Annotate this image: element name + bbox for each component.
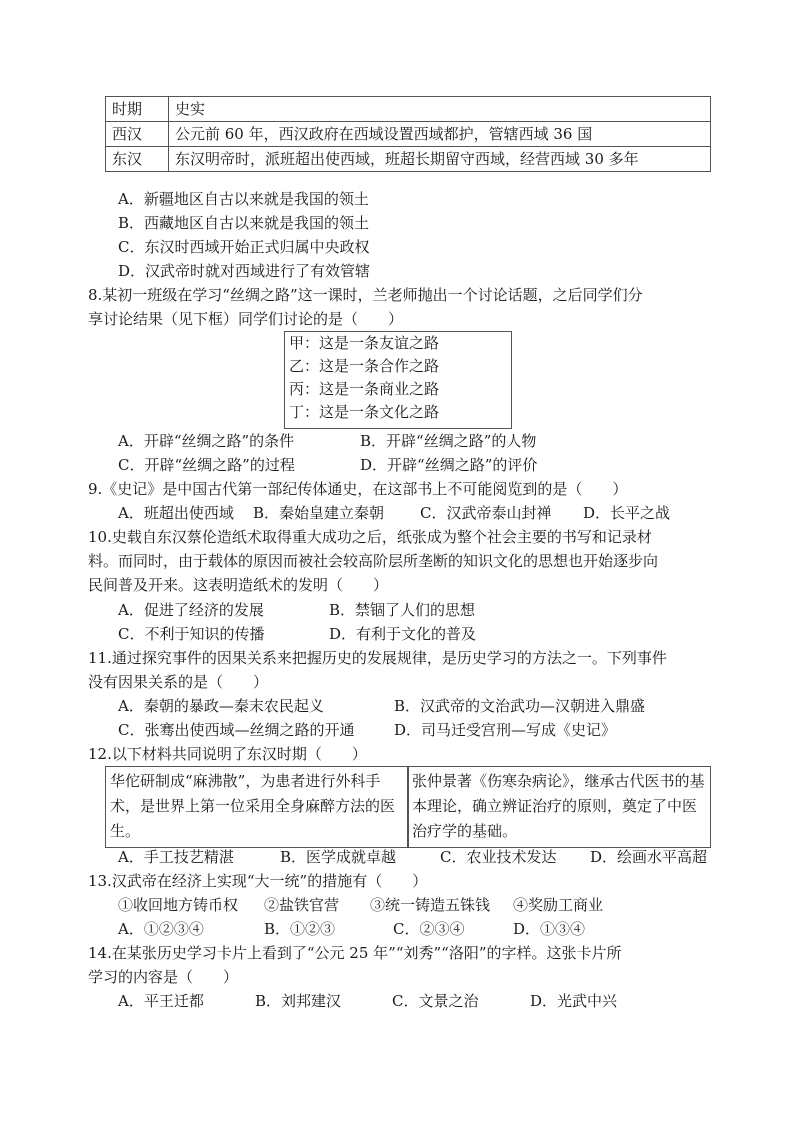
q12-option-c[interactable]: C．农业技术发达 <box>440 848 557 866</box>
table-row <box>106 147 711 172</box>
q12-stem: 12.以下材料共同说明了东汉时期（ ） <box>88 745 367 763</box>
q11-option-c[interactable]: C．张骞出使西域—丝绸之路的开通 <box>118 721 355 739</box>
q12-option-b[interactable]: B．医学成就卓越 <box>280 848 397 866</box>
q12-material-zhangzhongjing: 张仲景著《伤寒杂病论》，继承古代医书的基本理论，确立辨证治疗的原则，奠定了中医治疗学的基础。 <box>407 766 711 848</box>
q9-option-d[interactable]: D．长平之战 <box>583 504 671 522</box>
q9-stem: 9.《史记》是中国古代第一部纪传体通史，在这部书上不可能阅览到的是（ ） <box>88 480 628 498</box>
q9-option-c[interactable]: C．汉武帝泰山封禅 <box>420 504 552 522</box>
table-cell: 公元前 60 年，西汉政府在西域设置西域都护，管辖西域 36 国 <box>169 122 711 147</box>
table-header-cell: 时期 <box>106 97 169 122</box>
q11-stem-line: 没有因果关系的是（ ） <box>88 673 269 691</box>
q13-item: ②盐铁官营 <box>264 896 340 914</box>
q13-stem: 13.汉武帝在经济上实现“大一统”的措施有（ ） <box>88 872 428 890</box>
q10-stem-line: 料。而同时，由于载体的原因而被社会较高阶层所垄断的知识文化的思想也开始逐步向 <box>88 552 659 570</box>
q8-stem-line: 8.某初一班级在学习“丝绸之路”这一课时，兰老师抛出一个讨论话题，之后同学们分 <box>88 286 643 304</box>
q8-option-a[interactable]: A．开辟“丝绸之路”的条件 <box>118 432 295 450</box>
q14-option-c[interactable]: C．文景之治 <box>392 992 479 1010</box>
q11-stem-line: 11.通过探究事件的因果关系来把握历史的发展规律，是历史学习的方法之一。下列事件 <box>88 649 667 667</box>
q14-option-a[interactable]: A．平王迁都 <box>118 992 204 1010</box>
q8-box-line: 丁：这是一条文化之路 <box>289 403 440 421</box>
q13-option-b[interactable]: B．①②③ <box>264 920 336 938</box>
q12-option-d[interactable]: D．绘画水平高超 <box>590 848 708 866</box>
q8-discussion-box <box>284 331 512 429</box>
q8-option-c[interactable]: C．开辟“丝绸之路”的过程 <box>118 456 295 474</box>
q8-box-line: 甲：这是一条友谊之路 <box>289 334 440 352</box>
q12-option-a[interactable]: A．手工技艺精湛 <box>118 848 234 866</box>
q13-option-c[interactable]: C．②③④ <box>393 920 465 938</box>
q8-box-line: 乙：这是一条合作之路 <box>289 357 440 375</box>
q11-option-a[interactable]: A．秦朝的暴政—秦末农民起义 <box>118 697 324 715</box>
q14-option-b[interactable]: B．刘邦建汉 <box>255 992 342 1010</box>
q13-option-d[interactable]: D．①③④ <box>513 920 586 938</box>
q13-item: ③统一铸造五铢钱 <box>370 896 491 914</box>
q10-stem-line: 10.史载自东汉蔡伦造纸术取得重大成功之后，纸张成为整个社会主要的书写和记录材 <box>88 528 652 546</box>
q7-option-b[interactable]: B．西藏地区自古以来就是我国的领土 <box>118 214 370 232</box>
q14-option-d[interactable]: D．光武中兴 <box>530 992 618 1010</box>
q10-option-c[interactable]: C．不利于知识的传播 <box>118 625 265 643</box>
q9-option-b[interactable]: B．秦始皇建立秦朝 <box>253 504 385 522</box>
q8-stem-line: 享讨论结果（见下框）同学们讨论的是（ ） <box>88 310 404 328</box>
q8-option-d[interactable]: D．开辟“丝绸之路”的评价 <box>360 456 538 474</box>
q13-option-a[interactable]: A．①②③④ <box>118 920 204 938</box>
q12-material-huatuo: 华佗研制成“麻沸散”，为患者进行外科手术，是世界上第一位采用全身麻醉方法的医生。 <box>105 766 409 848</box>
q14-stem-line: 14.在某张历史学习卡片上看到了“公元 25 年”“刘秀”“洛阳”的字样。这张卡片所 <box>88 944 622 962</box>
q8-box-line: 丙：这是一条商业之路 <box>289 380 440 398</box>
table-row <box>106 122 711 147</box>
q9-option-a[interactable]: A．班超出使西域 <box>118 504 234 522</box>
table-cell: 东汉明帝时，派班超出使西域，班超长期留守西域，经营西域 30 多年 <box>169 147 711 172</box>
q11-option-d[interactable]: D．司马迁受宫刑—写成《史记》 <box>394 721 617 739</box>
q7-option-c[interactable]: C．东汉时西域开始正式归属中央政权 <box>118 238 370 256</box>
q14-stem-line: 学习的内容是（ ） <box>88 968 239 986</box>
q11-option-b[interactable]: B．汉武帝的文治武功—汉朝进入鼎盛 <box>394 697 646 715</box>
q10-option-a[interactable]: A．促进了经济的发展 <box>118 601 264 619</box>
table-header-cell: 史实 <box>169 97 711 122</box>
q7-option-a[interactable]: A．新疆地区自古以来就是我国的领土 <box>118 190 369 208</box>
q10-option-b[interactable]: B．禁锢了人们的思想 <box>329 601 476 619</box>
q8-option-b[interactable]: B．开辟“丝绸之路”的人物 <box>360 432 537 450</box>
table-cell: 东汉 <box>106 147 169 172</box>
history-facts-table <box>105 96 711 172</box>
q10-option-d[interactable]: D．有利于文化的普及 <box>329 625 477 643</box>
q7-option-d[interactable]: D．汉武帝时就对西域进行了有效管辖 <box>118 262 371 280</box>
q10-stem-line: 民间普及开来。这表明造纸术的发明（ ） <box>88 576 389 594</box>
q13-item: ①收回地方铸币权 <box>118 896 239 914</box>
table-header-row <box>106 97 711 122</box>
table-cell: 西汉 <box>106 122 169 147</box>
q13-item: ④奖励工商业 <box>513 896 604 914</box>
